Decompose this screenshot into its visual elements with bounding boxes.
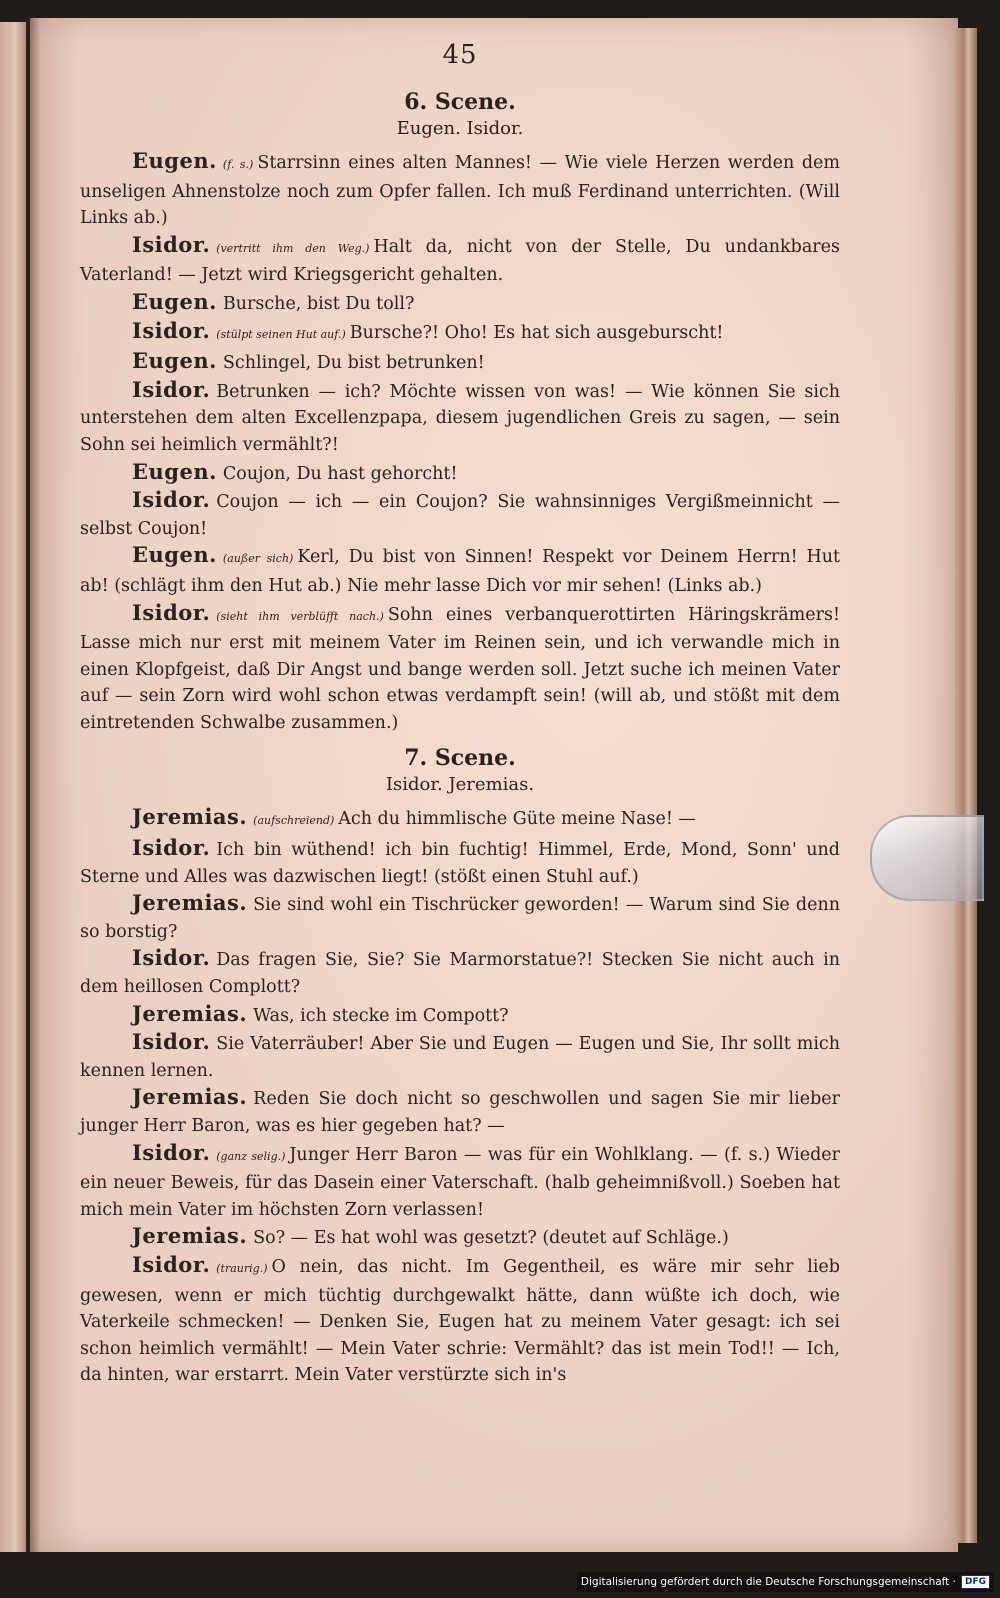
speaker-name: Jeremias. — [132, 1000, 248, 1026]
speaker-name: Jeremias. — [132, 804, 248, 830]
dialogue-line — [80, 1029, 840, 1084]
stage-direction: (aufschreiend) — [253, 814, 335, 828]
speaker-name: Isidor. — [132, 487, 211, 513]
speaker-name: Eugen. — [132, 348, 217, 374]
speaker-name: Eugen. — [132, 458, 217, 484]
spoken-text: Bursche, bist Du toll? — [222, 293, 415, 314]
scene-7-dialogue — [80, 804, 840, 1388]
speaker-name: Isidor. — [132, 1029, 211, 1055]
speaker-name: Isidor. — [132, 835, 211, 861]
spoken-text: Sie sind wohl ein Tischrücker geworden! — Warum sind Sie denn so borstig? — [80, 895, 840, 942]
stage-direction: (sieht ihm verblüfft nach.) — [216, 609, 384, 623]
stage-direction: (ganz selig.) — [216, 1149, 286, 1163]
dialogue-line — [80, 148, 840, 232]
spoken-text: So? — Es hat wohl was gesetzt? (deutet auf Schläge.) — [253, 1228, 729, 1249]
spoken-text: Sohn eines verbanquerottirten Häringskrämers! Lasse mich nur erst mit meinem Vater im Reinen sein, und ich verwandle mich in einen Klopfgeist, daß Dir Angst und bange werden soll. Jetzt suche ich meinen Vater auf — sein Zorn wird wohl schon etwas verdampft sein! (will ab, und stößt mit dem eintretenden Schwalbe zusammen.) — [80, 604, 840, 733]
scene-6-dialogue — [80, 148, 840, 736]
speaker-name: Eugen. — [132, 542, 217, 568]
stage-direction: (vertritt ihm den Weg.) — [216, 241, 370, 255]
dialogue-line — [80, 600, 840, 737]
scene-7-cast: Isidor. Jeremias. — [385, 774, 535, 796]
dialogue-line — [80, 318, 840, 349]
speaker-name: Isidor. — [132, 376, 211, 402]
paper-clip — [870, 815, 984, 901]
scene-7-title: 7. Scene. — [404, 745, 516, 772]
spoken-text: Das fragen Sie, Sie? Sie Marmorstatue?! Stecken Sie nicht auch in dem heillosen Complott? — [80, 950, 840, 998]
dialogue-line — [80, 945, 840, 1000]
speaker-name: Jeremias. — [132, 1084, 248, 1110]
spoken-text: Halt da, nicht von der Stelle, Du undankbares Vaterland! — Jetzt wird Kriegsgericht gehalten. — [80, 236, 840, 286]
spoken-text: Schlingel, Du bist betrunken! — [222, 353, 485, 374]
credit-text: Digitalisierung gefördert durch die Deutsche Forschungsgemeinschaft · — [580, 1576, 956, 1588]
previous-page-edge — [0, 22, 26, 1552]
speaker-name: Isidor. — [132, 317, 211, 343]
stage-direction: (traurig.) — [216, 1261, 268, 1275]
dialogue-line — [80, 804, 840, 835]
stage-direction: (stülpt seinen Hut auf.) — [216, 327, 346, 341]
speaker-name: Isidor. — [132, 231, 211, 257]
gutter-shadow — [26, 18, 40, 1552]
stage-direction: (außer sich) — [222, 552, 294, 566]
dialogue-line — [80, 542, 840, 599]
spoken-text: Betrunken — ich? Möchte wissen von was! — Wie können Sie sich unterstehen dem alten Excellenzpapa, diesem jugendlichen Greis zu sagen, — sein Sohn sei heimlich vermählt?! — [80, 381, 840, 455]
page-stack-edge — [955, 28, 977, 1543]
spoken-text: Starrsinn eines alten Mannes! — Wie viele Herzen werden dem unseligen Ahnenstolze noch zum Opfer fallen. Ich muß Ferdinand unterrichten. (Will Links ab.) — [80, 153, 840, 229]
spoken-text: Sie Vaterräuber! Aber Sie und Eugen — Eugen und Sie, Ihr sollt mich kennen lernen. — [80, 1034, 840, 1081]
dialogue-line — [80, 1001, 840, 1030]
scene-6-cast: Eugen. Isidor. — [396, 118, 524, 139]
spoken-text: Junger Herr Baron — was für ein Wohlklang. — (f. s.) Wieder ein neuer Beweis, für das Dasein einer Vaterschaft. (halb geheimnißvoll.) Soeben hat mich mein Vater im höchsten Zorn verlassen! — [80, 1144, 840, 1220]
stage-direction: (f. s.) — [222, 158, 254, 171]
dialogue-line — [80, 459, 840, 488]
spoken-text: O nein, das nicht. Im Gegentheil, es wäre mir sehr lieb gewesen, wenn er mich tüchtig durchgewalkt hätte, dann wüßte ich doch, wie Vaterkeile schmecken! — Denken Sie, Eugen hat zu meinem Vater gesagt: ich sei schon heimlich vermählt! — Mein Vater schrie: Vermählt? das ist mein Tod!! — Ich, da hinten, war erstarrt. Mein Vater verstürzte sich in's — [80, 1256, 840, 1386]
spoken-text: Coujon — ich — ein Coujon? Sie wahnsinniges Vergißmeinnicht — selbst Coujon! — [80, 492, 840, 539]
scene-6-title: 6. Scene. — [404, 89, 516, 115]
speaker-name: Isidor. — [132, 945, 211, 971]
dialogue-line — [80, 890, 840, 945]
spoken-text: Bursche?! Oho! Es hat sich ausgeburscht! — [349, 322, 724, 343]
speaker-name: Eugen. — [132, 148, 217, 173]
speaker-name: Jeremias. — [132, 1223, 248, 1249]
dialogue-line — [80, 289, 840, 318]
dialogue-line — [80, 1252, 840, 1389]
spoken-text: Ich bin wüthend! ich bin fuchtig! Himmel, Erde, Mond, Sonn' und Sterne und Alles was dazwischen liegt! (stößt einen Stuhl auf.) — [80, 840, 840, 887]
dialogue-line — [80, 348, 840, 377]
spoken-text: Was, ich stecke im Compott? — [253, 1005, 509, 1026]
spoken-text: Ach du himmlische Güte meine Nase! — — [338, 809, 696, 830]
digitization-credit — [577, 1572, 994, 1592]
speaker-name: Eugen. — [132, 288, 217, 314]
spoken-text: Reden Sie doch nicht so geschwollen und sagen Sie mir lieber junger Herr Baron, was es hier gegeben hat? — — [80, 1089, 840, 1136]
dfg-logo: DFG — [961, 1575, 990, 1589]
spoken-text: Kerl, Du bist von Sinnen! Respekt vor Deinem Herrn! Hut ab! (schlägt ihm den Hut ab.) Nie mehr lasse Dich vor mir sehen! (Links ab.) — [80, 547, 841, 596]
spoken-text: Coujon, Du hast gehorcht! — [222, 463, 458, 484]
dialogue-line — [80, 1084, 840, 1139]
dialogue-line — [80, 377, 840, 459]
page-number: 45 — [442, 40, 478, 70]
page-text — [80, 40, 840, 1389]
dialogue-line — [80, 1140, 840, 1224]
speaker-name: Isidor. — [132, 599, 211, 625]
speaker-name: Jeremias. — [132, 890, 248, 916]
dialogue-line — [80, 835, 840, 890]
speaker-name: Isidor. — [132, 1251, 211, 1277]
dialogue-line — [80, 232, 840, 289]
dialogue-line — [80, 1223, 840, 1252]
speaker-name: Isidor. — [132, 1139, 211, 1165]
dialogue-line — [80, 487, 840, 542]
